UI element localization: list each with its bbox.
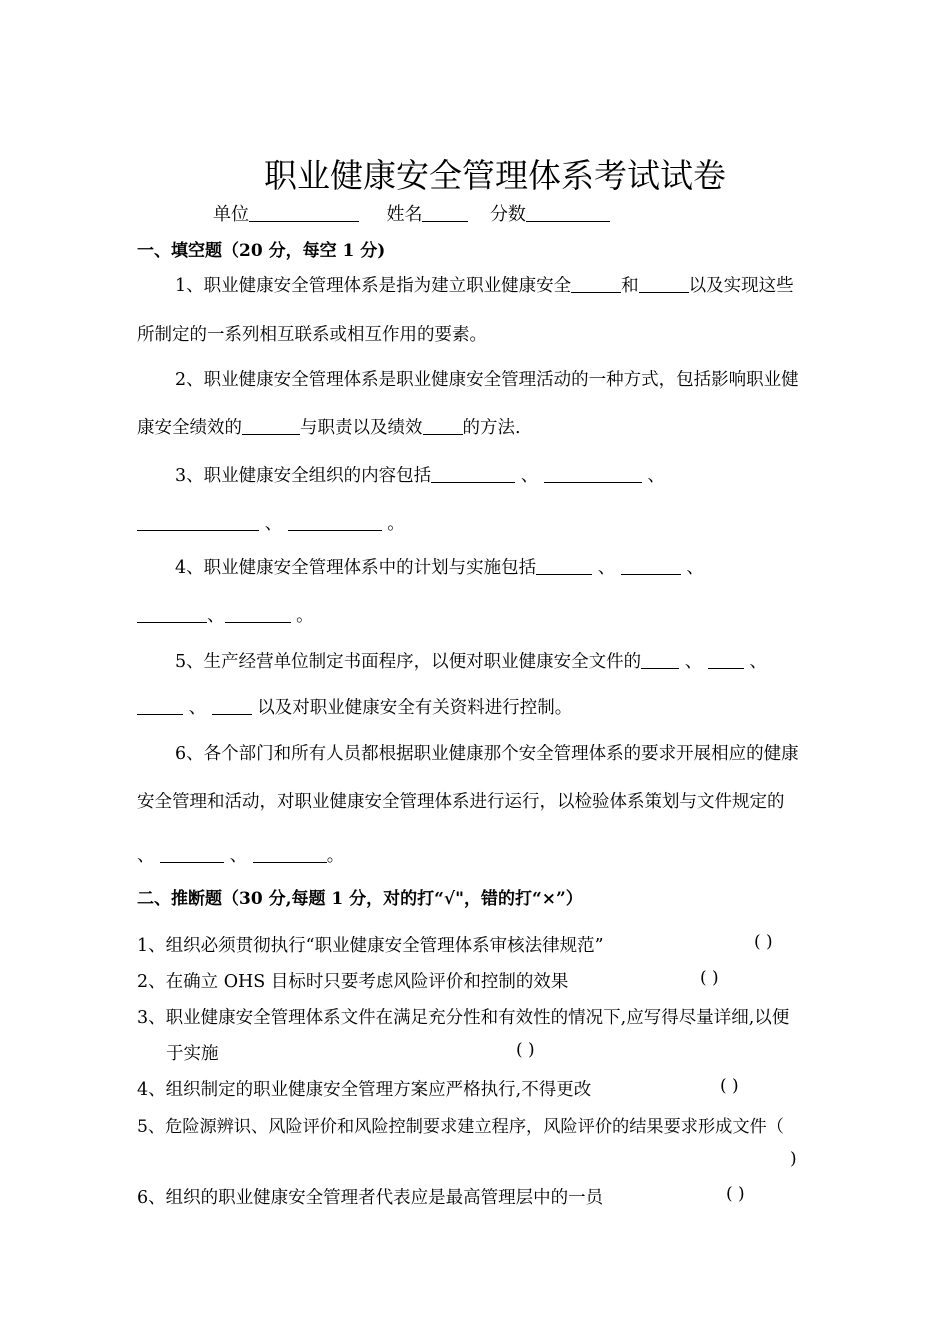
q6-blank-1[interactable] bbox=[160, 847, 224, 863]
q6-blank-2[interactable] bbox=[253, 847, 327, 863]
q1-line1 bbox=[175, 272, 794, 297]
tf-answer-2[interactable]: ( ) bbox=[700, 968, 719, 988]
q5-blank-3[interactable] bbox=[137, 699, 183, 715]
q3-line1 bbox=[175, 462, 665, 487]
q4-text-a: 4、职业健康安全管理体系中的计划与实施包括 bbox=[175, 558, 537, 578]
tf-answer-1[interactable]: ( ) bbox=[754, 932, 773, 952]
q2-line1: 2、职业健康安全管理体系是职业健康安全管理活动的一种方式，包括影响职业健 bbox=[175, 370, 799, 390]
q3-text-a: 3、职业健康安全组织的内容包括 bbox=[175, 466, 432, 486]
tf-item-3-cont: 于实施 bbox=[166, 1044, 219, 1064]
q3-sep: 、 bbox=[264, 514, 283, 534]
section1-heading: 一、填空题（20 分，每空 1 分) bbox=[137, 241, 386, 261]
q2-blank-1[interactable] bbox=[242, 419, 300, 435]
q1-text-c: 以及实现这些 bbox=[688, 276, 794, 296]
page-title: 职业健康安全管理体系考试试卷 bbox=[264, 156, 726, 195]
q6-line2: 安全管理和活动，对职业健康安全管理体系进行运行，以检验体系策划与文件规定的 bbox=[137, 792, 785, 812]
tf-answer-4[interactable]: ( ) bbox=[720, 1076, 739, 1096]
q5-sep: 、 bbox=[684, 652, 703, 672]
tf-answer-5[interactable]: ) bbox=[790, 1149, 797, 1169]
q3-line2 bbox=[137, 510, 405, 535]
q3-blank-2[interactable] bbox=[544, 467, 642, 483]
q1-text-b: 和 bbox=[621, 276, 639, 296]
q5-text-tail: 以及对职业健康安全有关资料进行控制。 bbox=[257, 698, 573, 718]
q4-blank-3[interactable] bbox=[137, 607, 207, 623]
name-label: 姓名 bbox=[386, 204, 423, 225]
q4-sep: 、 bbox=[597, 558, 616, 578]
section2-heading: 二、推断题（30 分,每题 1 分，对的打“√"，错的打“×”） bbox=[137, 889, 583, 909]
tf-item-2: 2、在确立 OHS 目标时只要考虑风险评价和控制的效果 bbox=[137, 972, 569, 992]
q6-sep: 、 bbox=[137, 846, 155, 866]
q5-line2 bbox=[137, 694, 572, 719]
q6-line1: 6、各个部门和所有人员都根据职业健康那个安全管理体系的要求开展相应的健康 bbox=[175, 744, 799, 764]
q4-blank-1[interactable] bbox=[536, 559, 592, 575]
q3-end: 。 bbox=[387, 514, 405, 534]
q5-blank-2[interactable] bbox=[708, 653, 744, 669]
q3-sep: 、 bbox=[647, 466, 665, 486]
score-label: 分数 bbox=[489, 204, 526, 225]
q1-blank-2[interactable] bbox=[639, 277, 689, 293]
unit-label: 单位 bbox=[213, 204, 249, 225]
q4-end: 。 bbox=[296, 606, 314, 626]
q1-text-a: 1、职业健康安全管理体系是指为建立职业健康安全 bbox=[175, 276, 572, 296]
q5-sep: 、 bbox=[188, 698, 207, 718]
unit-field[interactable] bbox=[249, 205, 359, 222]
q6-sep: 、 bbox=[229, 846, 248, 866]
tf-item-5: 5、危险源辨识、风险评价和风险控制要求建立程序，风险评价的结果要求形成文件（ bbox=[137, 1117, 784, 1137]
q5-line1 bbox=[175, 648, 767, 673]
q1-blank-1[interactable] bbox=[571, 277, 621, 293]
q1-line2: 所制定的一系列相互联系或相互作用的要素。 bbox=[137, 325, 487, 345]
q2-text-a: 康安全绩效的 bbox=[137, 418, 242, 438]
q2-blank-2[interactable] bbox=[423, 419, 463, 435]
tf-answer-6[interactable]: ( ) bbox=[726, 1184, 745, 1204]
q4-sep: 、 bbox=[207, 606, 225, 626]
tf-item-3: 3、职业健康安全管理体系文件在满足充分性和有效性的情况下,应写得尽量详细,以便 bbox=[137, 1008, 790, 1028]
q6-end: 。 bbox=[326, 846, 345, 866]
tf-item-1: 1、组织必须贯彻执行“职业健康安全管理体系审核法律规范” bbox=[137, 936, 604, 956]
q3-sep: 、 bbox=[520, 466, 539, 486]
header-info bbox=[213, 200, 610, 226]
q2-text-b: 与职责以及绩效 bbox=[300, 418, 423, 438]
q4-blank-2[interactable] bbox=[621, 559, 681, 575]
q2-line2 bbox=[137, 414, 521, 439]
tf-answer-3[interactable]: ( ) bbox=[516, 1040, 535, 1060]
q3-blank-4[interactable] bbox=[288, 515, 382, 531]
q5-blank-4[interactable] bbox=[212, 699, 252, 715]
tf-item-6: 6、组织的职业健康安全管理者代表应是最高管理层中的一员 bbox=[137, 1188, 604, 1208]
q5-blank-1[interactable] bbox=[641, 653, 679, 669]
tf-item-4: 4、组织制定的职业健康安全管理方案应严格执行,不得更改 bbox=[137, 1080, 592, 1100]
q5-sep: 、 bbox=[749, 652, 767, 672]
q4-line2 bbox=[137, 602, 314, 627]
q3-blank-3[interactable] bbox=[137, 515, 259, 531]
q4-blank-4[interactable] bbox=[225, 607, 291, 623]
q4-sep: 、 bbox=[686, 558, 704, 578]
score-field[interactable] bbox=[526, 205, 610, 222]
q6-line3 bbox=[137, 842, 344, 867]
name-field[interactable] bbox=[422, 205, 468, 222]
q2-text-c: 的方法. bbox=[462, 418, 521, 438]
q4-line1 bbox=[175, 554, 704, 579]
q3-blank-1[interactable] bbox=[431, 467, 515, 483]
q5-text-a: 5、生产经营单位制定书面程序，以便对职业健康安全文件的 bbox=[175, 652, 642, 672]
